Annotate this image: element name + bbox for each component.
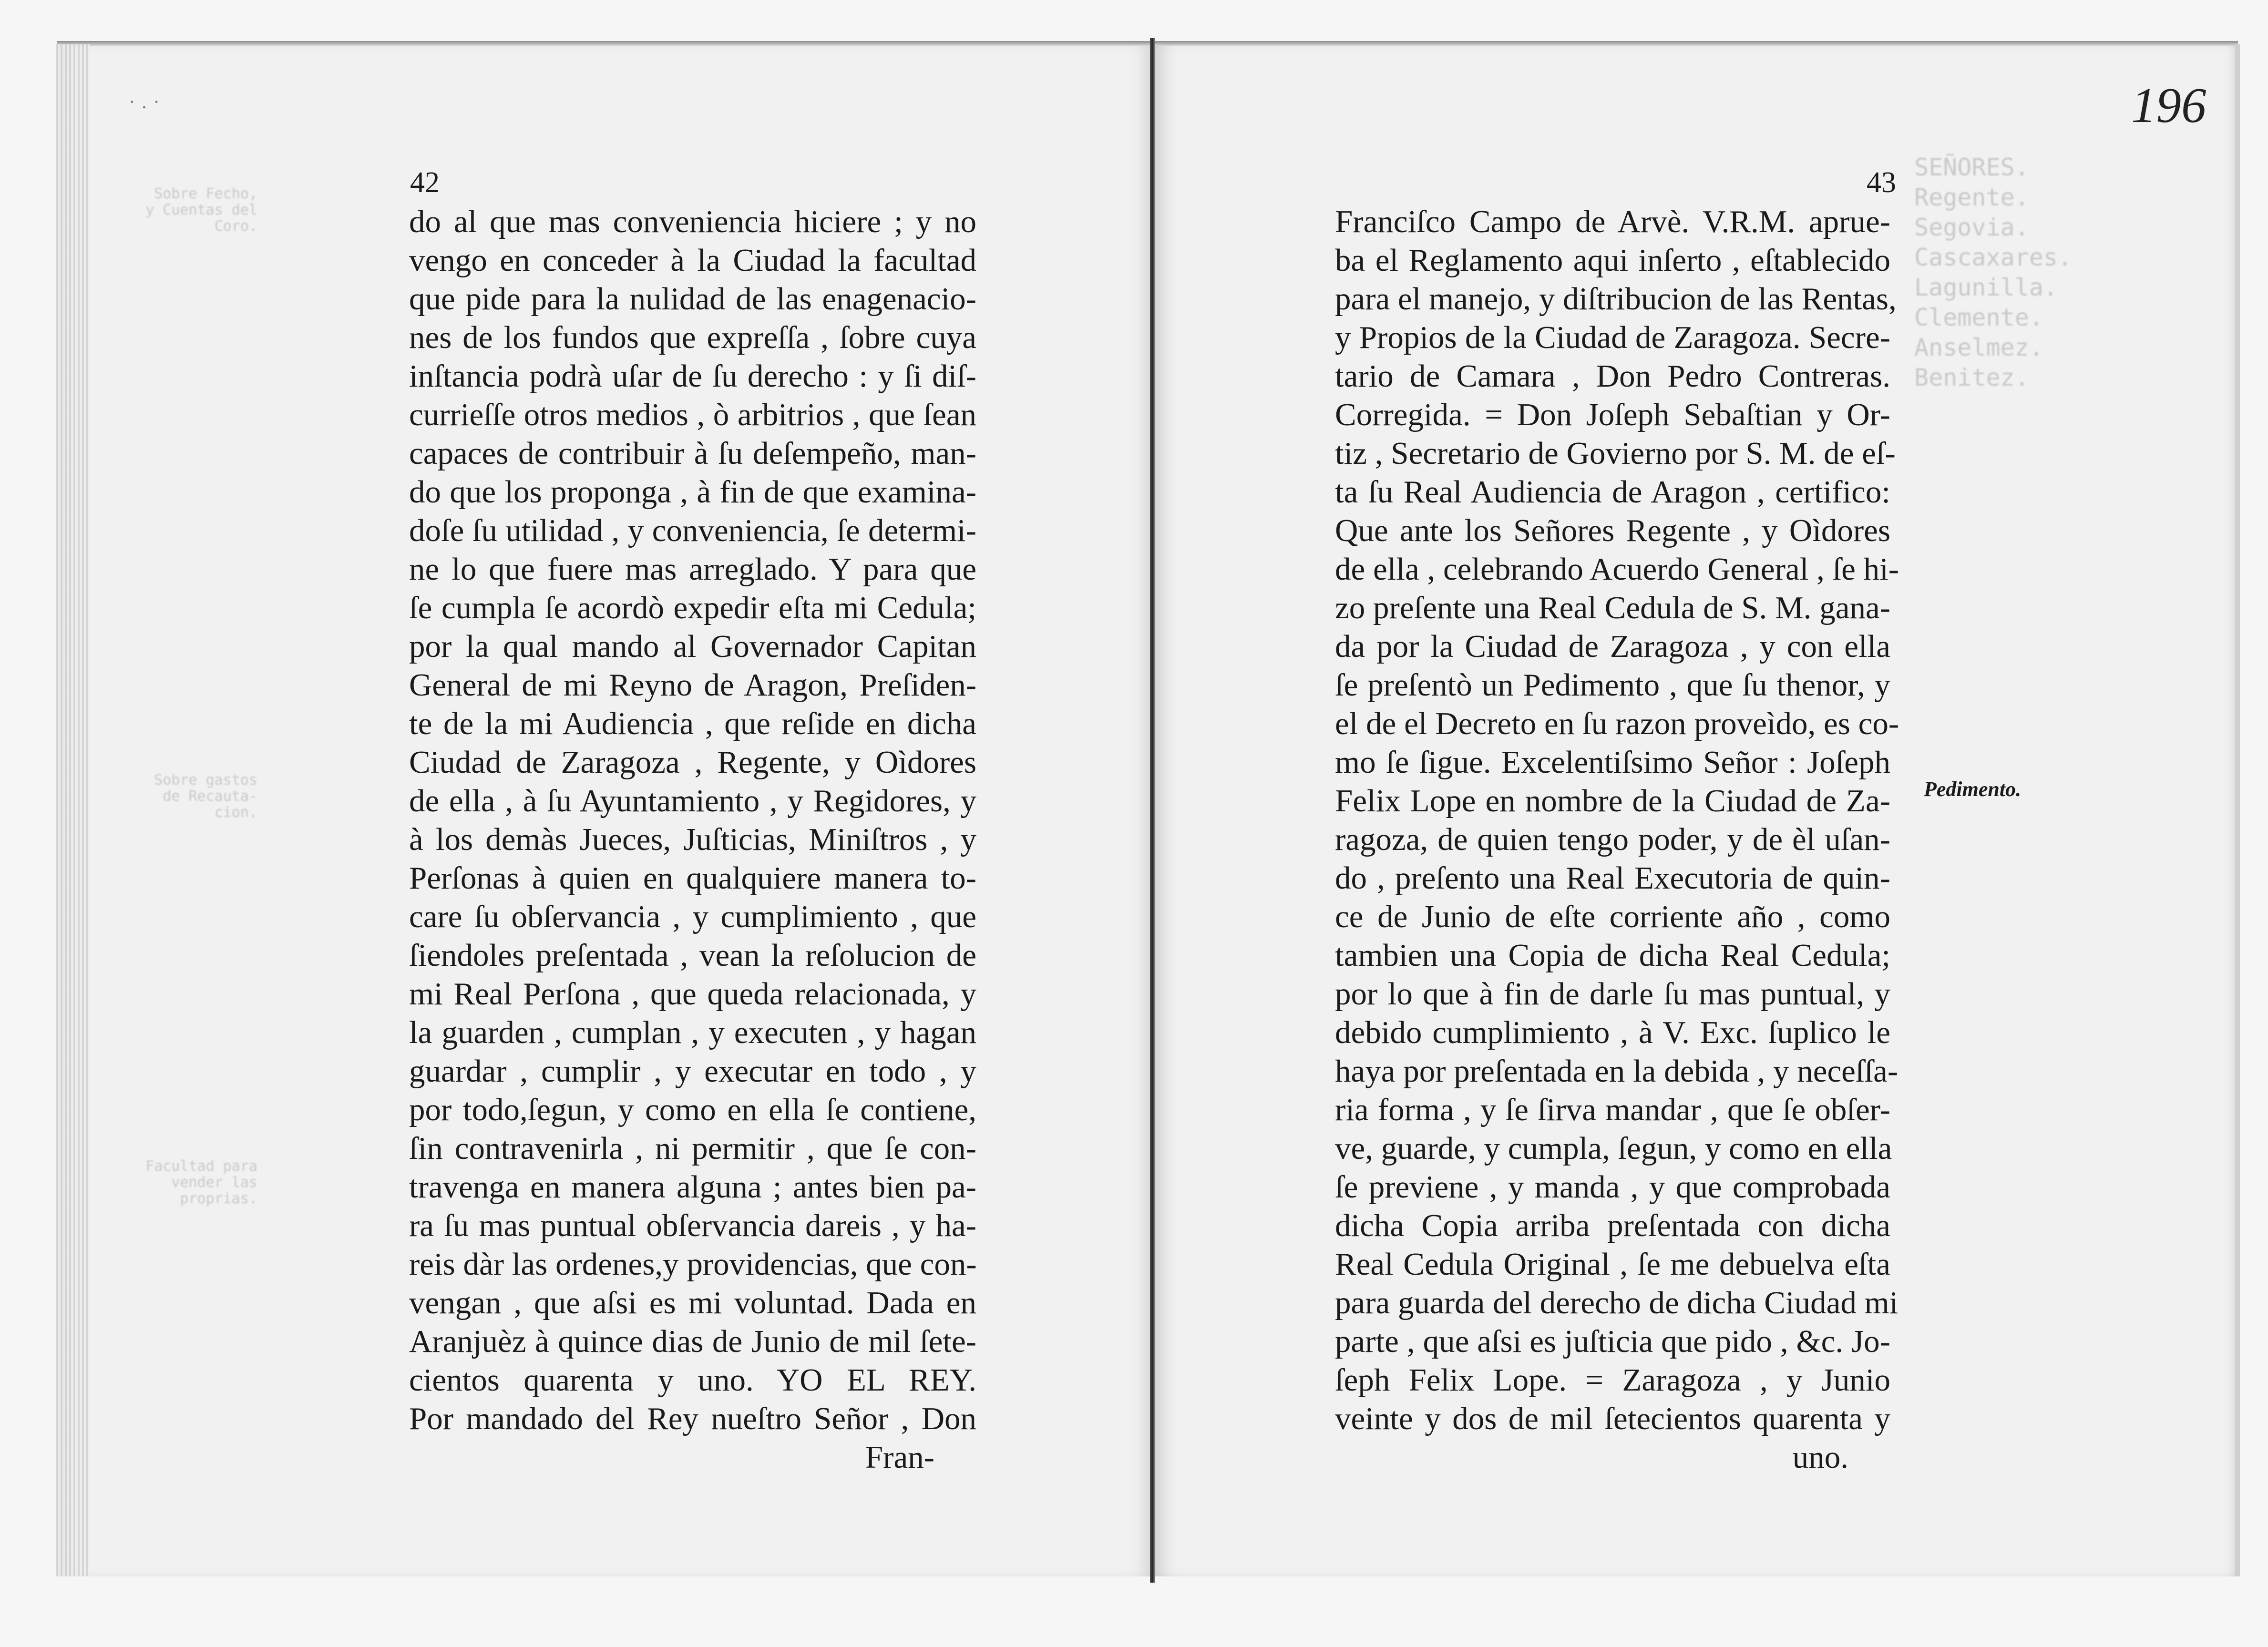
text-line: Corregida. = Don Joſeph Sebaſtian y Or- [1335,397,1890,432]
text-line: doſe ſu utilidad , y conveniencia, ſe determi- [409,513,976,548]
text-line: reis dàr las ordenes,y providencias, que con- [409,1247,977,1282]
text-line: da por la Ciudad de Zaragoza , y con ella [1335,629,1890,664]
page-number-right: 43 [1867,166,1896,199]
text-line: ſin contravenirla , ni permitir , que ſe con- [409,1131,976,1166]
text-line: Ciudad de Zaragoza , Regente, y Oìdores [409,745,976,780]
text-line: mo ſe ſigue. Excelentiſsimo Señor : Joſeph [1335,745,1890,780]
text-line: ſiendoles preſentada , vean la reſolucion de [409,938,976,973]
text-line: la guarden , cumplan , y executen , y hagan [409,1015,976,1050]
paper-specks: ·.· [129,91,166,113]
text-line: cientos quarenta y uno. YO EL REY. [409,1362,976,1398]
text-line: ſe cumpla ſe acordò expedir eſta mi Cedula; [409,590,976,625]
text-line: currieſſe otros medios , ò arbitrios , que ſean [409,397,976,432]
show-through-list-item: Anselmez. [1914,334,2043,361]
text-line: ba el Reglamento aqui inſerto , eſtablecido [1335,243,1890,278]
text-line: inſtancia podrà uſar de ſu derecho : y ſi diſ- [409,358,976,394]
stacked-page-edges [56,44,90,1576]
show-through-note: Sobre gastos de Recauta-cion. [154,772,257,821]
text-line: à los demàs Jueces, Juſticias, Miniſtros , y [409,822,976,857]
text-line: Perſonas à quien en qualquiere manera to- [409,860,976,896]
show-through-list-item: Segovia. [1914,214,2029,241]
text-line: debido cumplimiento , à V. Exc. ſuplico le [1335,1015,1890,1050]
text-line: ra ſu mas puntual obſervancia dareis , y ha- [409,1208,976,1243]
text-line: veinte y dos de mil ſetecientos quarenta y [1335,1401,1890,1436]
show-through-note: Sobre Fecho, y Cuentas del Coro. [145,185,257,235]
text-line: que pide para la nulidad de las enagenacio- [409,281,976,317]
text-line: ſe preſentò un Pedimento , que ſu thenor, y [1335,667,1890,703]
text-line: nes de los fundos que expreſſa , ſobre cuya [409,320,976,355]
text-line: para guarda del derecho de dicha Ciudad mi [1335,1285,1899,1320]
text-line: por todo,ſegun, y como en ella ſe contiene, [409,1092,976,1127]
text-line: haya por preſentada en la debida , y neceſſa- [1335,1054,1899,1089]
text-line: te de la mi Audiencia , que reſide en dicha [409,706,976,741]
show-through-list-right [1914,153,2073,393]
text-line: ria forma , y ſe ſirva mandar , que ſe obſer- [1335,1092,1890,1127]
text-line: ragoza, de quien tengo poder, y de èl uſan- [1335,822,1890,857]
catchword-line: uno. [1792,1440,1848,1475]
text-line: de ella , à ſu Ayuntamiento , y Regidores, y [409,783,976,818]
handwritten-folio-number: 196 [2131,77,2206,133]
text-line: Felix Lope en nombre de la Ciudad de Za- [1335,783,1890,818]
text-line: Por mandado del Rey nueſtro Señor , Don [409,1401,976,1436]
text-line: ta ſu Real Audiencia de Aragon , certifico: [1335,474,1890,510]
show-through-list-item: SEÑORES. [1914,153,2029,181]
text-line: Que ante los Señores Regente , y Oìdores [1335,513,1890,548]
text-line: do al que mas conveniencia hiciere ; y no [409,204,976,239]
text-line: vengan , que aſsi es mi voluntad. Dada en [409,1285,976,1320]
text-line: dicha Copia arriba preſentada con dicha [1335,1208,1890,1243]
right-page-edge [2235,44,2240,1576]
text-line: ce de Junio de eſte corriente año , como [1335,899,1890,934]
marginal-note-pedimento: Pedimento. [1924,777,2022,801]
show-through-list-item: Cascaxares. [1914,244,2073,271]
show-through-note: Facultad para vender las proprias. [145,1158,257,1207]
page-number-left: 42 [410,166,440,199]
text-line: Aranjuèz à quince dias de Junio de mil ſete- [409,1324,976,1359]
left-text-column [409,203,976,1477]
text-line: do , preſento una Real Executoria de quin- [1335,860,1890,896]
text-line: General de mi Reyno de Aragon, Preſiden- [409,667,976,703]
text-line: guardar , cumplir , y executar en todo , y [409,1054,976,1089]
text-line: capaces de contribuir à ſu deſempeño, man- [409,436,976,471]
text-line: zo preſente una Real Cedula de S. M. gana- [1335,590,1890,625]
text-line: ne lo que fuere mas arreglado. Y para que [409,552,976,587]
right-text-column [1335,203,1899,1477]
text-line: de ella , celebrando Acuerdo General , ſe hi- [1335,552,1899,587]
catchword-line: Fran- [865,1440,934,1475]
text-line: travenga en manera alguna ; antes bien pa- [409,1169,976,1205]
text-line: para el manejo, y diſtribucion de las Rentas, [1335,281,1897,317]
text-line: parte , que aſsi es juſticia que pido , &c. Jo- [1335,1324,1890,1359]
show-through-list-item: Regente. [1914,184,2029,211]
text-line: ve, guarde, y cumpla, ſegun, y como en ella [1335,1131,1892,1166]
text-line: Franciſco Campo de Arvè. V.R.M. aprue- [1335,204,1890,239]
text-line: do que los proponga , à fin de que examina- [409,474,976,510]
text-line: mi Real Perſona , que queda relacionada, y [409,976,976,1012]
text-line: por lo que à fin de darle ſu mas puntual, y [1335,976,1890,1012]
text-line: vengo en conceder à la Ciudad la facultad [409,243,976,278]
text-line: tiz , Secretario de Govierno por S. M. de eſ- [1335,436,1896,471]
text-line: care ſu obſervancia , y cumplimiento , que [409,899,976,934]
text-line: por la qual mando al Governador Capitan [409,629,976,664]
show-through-list-item: Clemente. [1914,304,2043,331]
text-line: tario de Camara , Don Pedro Contreras. [1335,358,1890,394]
text-line: Real Cedula Original , ſe me debuelva eſta [1335,1247,1890,1282]
text-line: tambien una Copia de dicha Real Cedula; [1335,938,1890,973]
text-line: el de el Decreto en ſu razon proveìdo, es co- [1335,706,1899,741]
show-through-list-item: Lagunilla. [1914,274,2058,301]
book-top-edge [57,41,2238,46]
text-line: y Propios de la Ciudad de Zaragoza. Secre- [1335,320,1890,355]
show-through-list-item: Benitez. [1914,364,2029,391]
book-gutter [1150,38,1155,1583]
text-line: ſe previene , y manda , y que comprobada [1335,1169,1890,1205]
text-line: ſeph Felix Lope. = Zaragoza , y Junio [1335,1362,1890,1398]
